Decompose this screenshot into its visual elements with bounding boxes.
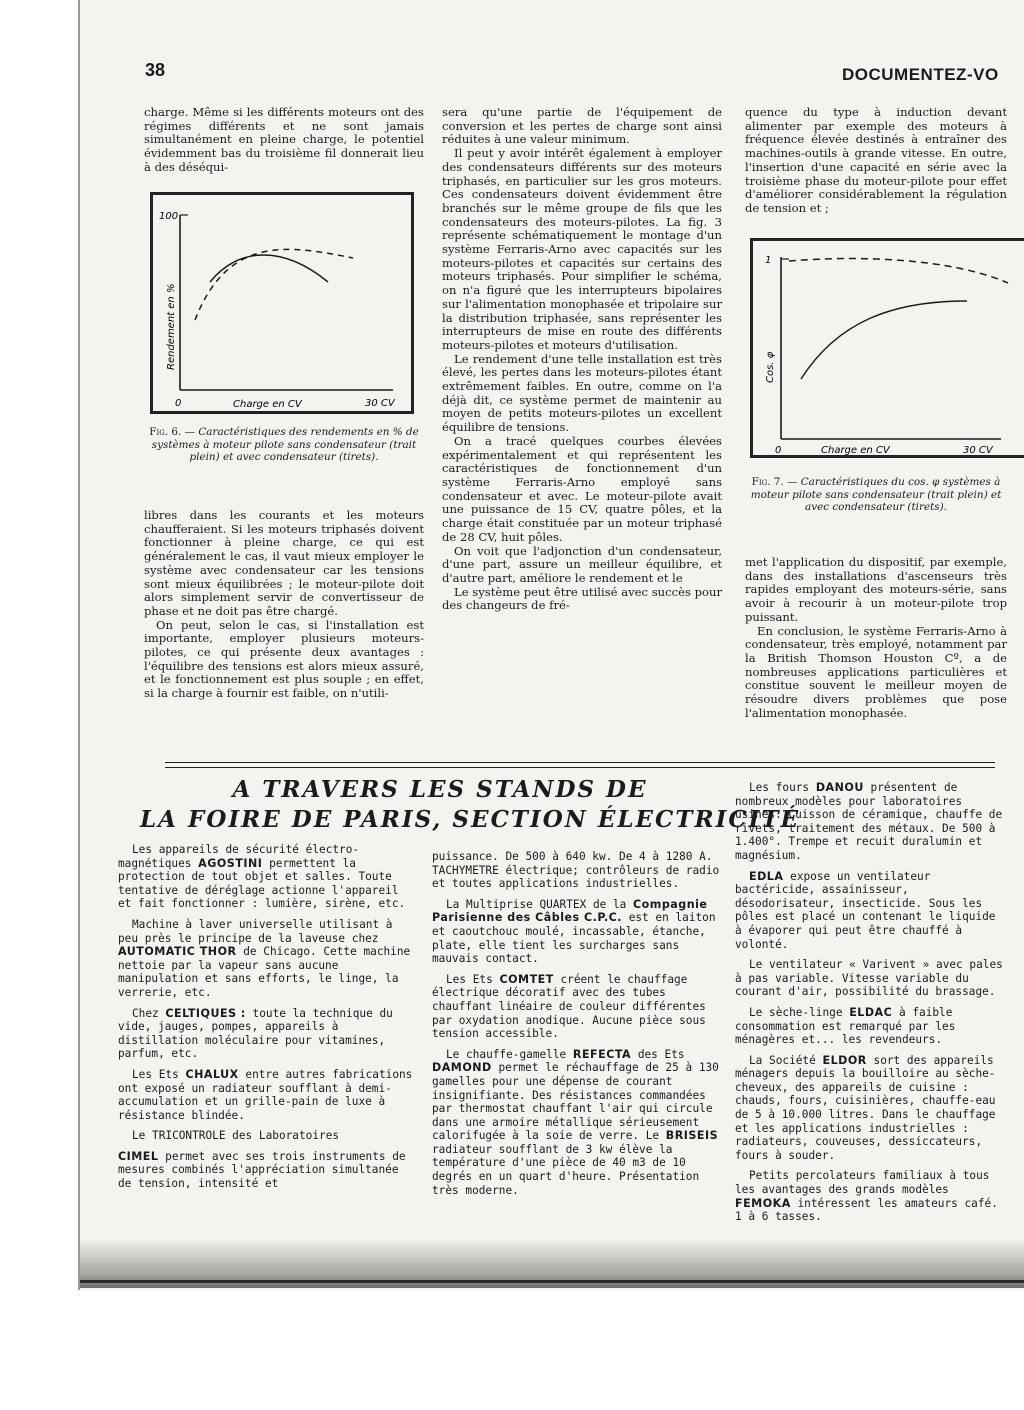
brand-name: REFECTA xyxy=(572,1047,632,1061)
text: des Ets xyxy=(637,1047,685,1061)
paragraph: puissance. De 500 à 640 kw. De 4 à 1280 A. TACHYMETRE électrique; contrôleurs de radio et toutes applications industrielles. xyxy=(432,850,720,891)
paragraph: En conclusion, le système Ferraris-Arno à condensateur, très employé, notamment par la British Thomson Houston Cº, a de nombreuses applications particulières et constitue souvent le meilleur moyen de résoudre divers problèmes que pose l'alimentation monophasée. xyxy=(745,623,1007,720)
paragraph-agostini xyxy=(118,843,415,911)
paragraph-refecta xyxy=(432,1048,720,1198)
y-axis-label: Rendement en % xyxy=(166,283,177,370)
text: est en laiton et caoutchouc moulé, incassable, étanche, plate, elle tient les surcharges sans mauvais contact. xyxy=(432,911,716,966)
caption-text: — Caractéristiques du cos. φ systèmes à moteur pilote sans condensateur (trait plein) et avec condensateur (tirets). xyxy=(750,476,1002,514)
paragraph: Il peut y avoir intérêt également à employer des condensateurs différents sur des moteurs triphasés, en particulier sur les gros moteurs. Ces condensateurs doivent évidemment être branchés sur le même groupe de fils que les condensateurs des moteurs-pilotes. La fig. 3 représente schématiquement le montage d'un système Ferraris-Arno avec capacités sur les moteurs-pilotes et capacités sur certains des moteurs triphasés. Pour simplifier le schéma, on n'a figuré que les interrupteurs bipolaires sur l'alimentation monophasée et tripolaire sur la distribution triphasée, sans représenter les interrupteurs de mise en route des différents moteurs-pilotes et moteurs d'utilisation. xyxy=(442,146,722,352)
article-column-1 xyxy=(118,843,415,1203)
text: Les appareils de sécurité électro-magnétiques xyxy=(118,843,360,870)
series-sans-condensateur xyxy=(210,255,328,282)
paragraph: sera qu'une partie de l'équipement de conversion et les pertes de charge sont ainsi réduites à une valeur minimum. xyxy=(442,105,722,147)
brand-name: DANOU xyxy=(815,781,864,794)
column-1-bottom xyxy=(144,509,424,753)
text: à faible consommation est remarqué par les ménagères et... les revendeurs. xyxy=(735,1005,956,1047)
paragraph: On peut, selon le cas, si l'installation est importante, employer plusieurs moteurs-pilotes, ce qui présente deux avantages : l'équilibre des tensions est alors mieux assuré, et le fonctionnement est plus souple ; en effet, si la charge à fournir est faible, on n'utili- xyxy=(144,617,424,701)
figure-7-caption xyxy=(745,476,1007,534)
series-avec-condensateur xyxy=(789,259,1008,283)
section-divider xyxy=(165,767,995,768)
text: présentent de nombreux modèles pour laboratoires usines. Cuisson de céramique, chauffe de rivets, traitement des métaux. De 500 à 1.400°. Trempe et recuit duralumin et magnésium. xyxy=(735,781,1003,862)
section-divider xyxy=(165,762,995,763)
brand-name: ELDOR xyxy=(822,1053,867,1067)
text: Machine à laver universelle utilisant à peu près le principe de la laveuse chez xyxy=(118,917,393,945)
running-title: DOCUMENTEZ-VO xyxy=(842,65,999,84)
brand-name: FEMOKA xyxy=(735,1196,791,1210)
text: radiateur soufflant de 3 kw élève la température d'une pièce de 40 m3 de 10 degrés en un quart d'heure. Présentation très moderne. xyxy=(432,1142,700,1197)
column-3-bottom xyxy=(745,556,1007,754)
paragraph-femoka xyxy=(735,1169,1007,1223)
article-column-2 xyxy=(432,850,720,1202)
paragraph-tricontrole: Le TRICONTROLE des Laboratoires xyxy=(132,1129,340,1143)
page-bottom-edge xyxy=(80,1280,1024,1283)
paragraph-chalux xyxy=(118,1068,415,1122)
brand-name: CHALUX xyxy=(185,1067,239,1081)
paragraph: libres dans les courants et les moteurs chaufferaient. Si les moteurs triphasés doivent fonctionner à pleine charge, ce qui est généralement le cas, il vaut mieux employer le système avec condensateur car les tensions sont mieux équilibrées ; le moteur-pilote doit alors simplement servir de convertisseur de phase et ne doit pas être chargé. xyxy=(144,508,424,618)
text: Les Ets xyxy=(446,972,493,986)
page-edge xyxy=(78,0,80,1290)
text: de Chicago. Cette machine nettoie par la vapeur sans aucune manipulation et sans efforts, le linge, la verrerie, etc. xyxy=(118,945,411,999)
brand-name: BRISEIS xyxy=(665,1129,719,1143)
text: Chez xyxy=(132,1006,159,1020)
brand-name: CIMEL xyxy=(118,1149,159,1163)
paragraph-quartex xyxy=(432,898,720,966)
x-origin-label: 0 xyxy=(775,445,782,456)
text: créent le chauffage électrique décoratif avec des tubes chauffant linéaire de couleur différentes par oxydation anodique. Aucune pièce sous tension accessible. xyxy=(432,972,706,1041)
brand-name: CELTIQUES : xyxy=(165,1006,246,1020)
paragraph-edla xyxy=(735,870,1007,952)
text: Les Ets xyxy=(132,1067,179,1081)
column-1-top xyxy=(144,106,424,182)
article-title-line-2: LA FOIRE DE PARIS, SECTION ÉLECTRICITÉ xyxy=(140,806,801,833)
x-axis-label: Charge en CV xyxy=(821,445,890,456)
y-tick-label: 100 xyxy=(159,211,179,222)
article-column-3 xyxy=(735,781,1007,1224)
text: Petits percolateurs familiaux à tous les avantages des grands modèles xyxy=(735,1169,990,1197)
paragraph: Le système peut être utilisé avec succès pour des changeurs de fré- xyxy=(442,584,723,613)
brand-name: COMTET xyxy=(499,972,554,986)
x-origin-label: 0 xyxy=(175,398,182,409)
paragraph: met l'application du dispositif, par exemple, dans des installations d'ascenseurs très rapides employant des moteurs-série, sans avoir à recourir à un moteur-pilote trop puissant. xyxy=(745,555,1007,624)
y-axis-label: Cos. φ xyxy=(765,351,776,383)
text: Les fours xyxy=(749,781,810,794)
text: toute la technique du vide, jauges, pompes, appareils à distillation moléculaire pour vitamines, parfum, etc. xyxy=(118,1006,393,1061)
text: sort des appareils ménagers depuis la bouilloire au sèche-cheveux, des appareils de cuisine : chauds, fours, cuisinières, chauffe-eau de 5 à 10.000 litres. Dans le chauffage et les applications industrielles : radiateurs, couveuses, dessiccateurs, fours à souder. xyxy=(735,1053,996,1162)
paragraph-cimel xyxy=(118,1150,415,1191)
column-3-top xyxy=(745,106,1007,232)
paragraph-eldac xyxy=(735,1006,1007,1047)
series-avec-condensateur xyxy=(195,249,353,320)
brand-name: ELDAC xyxy=(849,1005,893,1019)
brand-name: EDLA xyxy=(749,869,784,883)
text: expose un ventilateur bactéricide, assainisseur, désodorisateur, insecticide. Sous les pôles est placé un contenant le liquide à évaporer qui peut être chauffé à volonté. xyxy=(735,869,996,951)
figure-number: Fig. 7. xyxy=(751,476,784,488)
figure-7-chart xyxy=(750,238,1024,458)
paragraph-automatic-thor xyxy=(118,918,415,1000)
paragraph: Le rendement d'une telle installation est très élevé, les pertes dans les moteurs-pilotes étant extrêmement faibles. En outre, comme on l'a déjà dit, ce système permet de maintenir au moyen de petits moteurs-pilotes un excellent équilibre de tensions. xyxy=(442,351,722,435)
text: La Société xyxy=(749,1053,816,1067)
figure-6-chart xyxy=(150,192,414,414)
paragraph-danou xyxy=(735,781,1007,863)
paragraph: On a tracé quelques courbes élevées expérimentalement et qui représentent les caractéristiques de fonctionnement d'un système Ferraris-Arno employé sans condensateur et avec. Le moteur-pilote avait une puissance de 15 CV, quatre pôles, et la charge était constituée par un moteur triphasé de 28 CV, huit pôles. xyxy=(442,433,722,544)
y-tick-label: 1 xyxy=(765,255,772,266)
figure-6-caption xyxy=(146,426,422,484)
figure-7-plot xyxy=(753,241,1024,455)
text: permettent la protection de tout objet et salles. Toute tentative de déréglage actionne l'appareil et fait fonctionner : lumière, sirène, etc. xyxy=(118,856,406,911)
text: Le chauffe-gamelle xyxy=(446,1047,567,1061)
paragraph-varivent: Le ventilateur « Varivent » avec pales à pas variable. Vitesse variable du courant d'air, possibilité du brassage. xyxy=(735,958,1003,999)
brand-name: Compagnie Parisienne des Câbles C.P.C. xyxy=(432,897,708,925)
brand-name: AUTOMATIC THOR xyxy=(118,945,237,959)
text: intéressent les amateurs café. 1 à 6 tasses. xyxy=(735,1196,998,1224)
x-axis-label: Charge en CV xyxy=(233,399,302,410)
text: permet avec ses trois instruments de mesures combinés l'appréciation simultanée de tension, intensité et xyxy=(118,1149,406,1191)
paragraph: charge. Même si les différents moteurs ont des régimes différents et ne sont jamais simultanément en pleine charge, le potentiel évidemment bas du troisième fil donnerait lieu à des déséqui- xyxy=(144,105,424,174)
text: entre autres fabrications ont exposé un radiateur soufflant à demi-accumulation et un grille-pain de luxe à résistance blindée. xyxy=(118,1067,413,1122)
paragraph: On voit que l'adjonction d'un condensateur, d'une part, assure un meilleur équilibre, et d'autre part, améliore le rendement et le xyxy=(442,543,722,585)
text: Le sèche-linge xyxy=(749,1005,843,1019)
x-end-label: 30 CV xyxy=(365,398,395,409)
caption-text: — Caractéristiques des rendements en % de systèmes à moteur pilote sans condensateur (trait plein) et avec condensateur (tirets). xyxy=(151,426,419,464)
x-end-label: 30 CV xyxy=(963,445,993,456)
article-title-line-1: A TRAVERS LES STANDS DE xyxy=(232,776,648,803)
figure-6-plot xyxy=(153,195,411,411)
series-sans-condensateur xyxy=(801,301,967,379)
paragraph-celtiques xyxy=(118,1007,415,1061)
text: permet le réchauffage de 25 à 130 gamelles pour une dépense de courant insignifiante. Des résistances commandées par thermostat chauffant l'air qui circule dans une armoire métallique sérieusement calorifugée à la soie de verre. Le xyxy=(432,1061,719,1143)
figure-number: Fig. 6. xyxy=(149,426,182,438)
page-number: 38 xyxy=(145,60,166,80)
column-2 xyxy=(442,106,722,754)
brand-name: AGOSTINI xyxy=(198,856,263,870)
paragraph: quence du type à induction devant alimenter par exemple des moteurs à fréquence élevée destinés à entraîner des machines-outils à grande vitesse. En outre, l'insertion d'une capacité en série avec la troisième phase du moteur-pilote pour effet d'améliorer considérablement la régulation de tension et ; xyxy=(745,105,1007,215)
text: La Multiprise QUARTEX de la xyxy=(446,897,627,911)
paragraph-comtet xyxy=(432,973,720,1041)
paragraph-eldor xyxy=(735,1054,1007,1163)
brand-name: DAMOND xyxy=(432,1061,492,1075)
